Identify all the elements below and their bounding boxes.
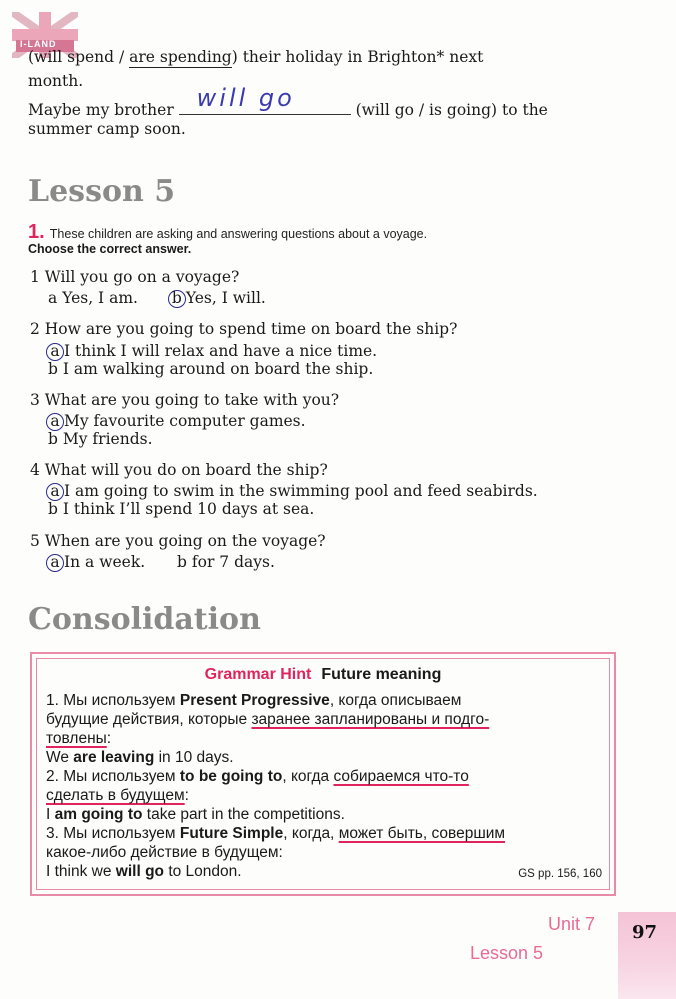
answers-5 bbox=[48, 553, 275, 572]
circled-option-a: a bbox=[46, 413, 64, 431]
option-b: I am walking around on board the ship. bbox=[62, 360, 374, 378]
example-term: am going to bbox=[54, 806, 143, 823]
option-a: Yes, I am. bbox=[62, 289, 138, 307]
example-term: will go bbox=[115, 863, 165, 880]
top-line-2: month. bbox=[28, 72, 84, 90]
rule-text: 3. Мы используем bbox=[46, 825, 176, 842]
option-letter: b bbox=[48, 500, 58, 518]
circled-option-a: a bbox=[46, 554, 64, 572]
answers-1 bbox=[48, 289, 266, 308]
example-text: to London. bbox=[168, 863, 242, 880]
circled-option-a: a bbox=[46, 483, 64, 501]
example-text: I think we bbox=[46, 863, 112, 880]
consolidation-heading: Consolidation bbox=[28, 602, 261, 637]
page-number-tab bbox=[618, 912, 676, 999]
question-1: 1 Will you go on a voyage? bbox=[30, 268, 240, 286]
top-line-4: summer camp soon. bbox=[28, 120, 186, 138]
underlined-text: товлены bbox=[46, 730, 107, 747]
rule-text: будущие действия, которые bbox=[46, 711, 248, 728]
underlined-text: заранее запланированы и подго- bbox=[251, 711, 490, 728]
example-text: We bbox=[46, 749, 69, 766]
rule-text: : bbox=[184, 787, 189, 804]
option-a: I think I will relax and have a nice time. bbox=[64, 342, 378, 360]
option-b: Yes, I will. bbox=[185, 289, 266, 307]
underlined-text: может быть, совершим bbox=[338, 825, 506, 842]
rule-term: to be going to bbox=[179, 768, 283, 785]
rule-text: : bbox=[106, 730, 112, 747]
rule-3-line-1 bbox=[46, 825, 505, 843]
rule-1-line-3 bbox=[46, 730, 111, 748]
exercise-subinstruction: Choose the correct answer. bbox=[28, 242, 192, 256]
grammar-reference: GS pp. 156, 160 bbox=[518, 868, 602, 880]
option-letter: a bbox=[48, 289, 58, 307]
rule-text: , когда, bbox=[283, 825, 335, 842]
example-2 bbox=[46, 806, 345, 824]
top-text: ) their holiday in Brighton* next bbox=[231, 48, 484, 66]
rule-text: 1. Мы используем bbox=[46, 692, 176, 709]
rule-text: , когда описываем bbox=[329, 692, 462, 709]
page-number: 97 bbox=[632, 922, 658, 943]
example-text: take part in the competitions. bbox=[146, 806, 345, 823]
rule-3-line-2: какое-либо действие в будущем: bbox=[46, 844, 283, 861]
question-2: 2 How are you going to spend time on board the ship? bbox=[30, 320, 458, 338]
top-text: (will go / is going) to the bbox=[355, 101, 548, 119]
lesson-heading: Lesson 5 bbox=[28, 174, 176, 209]
handwritten-answer: will go bbox=[196, 84, 295, 112]
underlined-text: собираемся что-то bbox=[333, 768, 469, 785]
grammar-hint-box bbox=[30, 652, 616, 896]
answer-2a bbox=[48, 342, 377, 361]
rule-2-line-1 bbox=[46, 768, 469, 786]
rule-2-line-2 bbox=[46, 787, 189, 805]
option-b: My friends. bbox=[62, 430, 153, 448]
logo-text: I-LAND bbox=[20, 39, 57, 49]
hint-label: Grammar Hint bbox=[204, 666, 312, 683]
top-line-1 bbox=[28, 48, 483, 66]
rule-text: , когда bbox=[282, 768, 330, 785]
rule-1-line-2 bbox=[46, 711, 489, 729]
example-text: in 10 days. bbox=[158, 749, 234, 766]
option-letter: b bbox=[177, 553, 187, 571]
answer-3a bbox=[48, 412, 306, 431]
circled-option-a: a bbox=[46, 343, 64, 361]
answer-4a bbox=[48, 482, 538, 501]
option-a: In a week. bbox=[64, 553, 146, 571]
question-5: 5 When are you going on the voyage? bbox=[30, 532, 326, 550]
rule-term: Future Simple bbox=[179, 825, 284, 842]
footer-unit: Unit 7 bbox=[548, 914, 596, 934]
footer-lesson: Lesson 5 bbox=[470, 943, 544, 963]
option-letter: b bbox=[48, 430, 58, 448]
top-text: (will spend / bbox=[28, 48, 125, 66]
instruction-text: These children are asking and answering questions about a voyage. bbox=[49, 227, 428, 241]
top-text: Maybe my brother bbox=[28, 101, 174, 119]
rule-text: 2. Мы используем bbox=[46, 768, 176, 785]
option-a: I am going to swim in the swimming pool and feed seabirds. bbox=[64, 482, 538, 500]
example-term: are leaving bbox=[73, 749, 155, 766]
question-3: 3 What are you going to take with you? bbox=[30, 391, 340, 409]
example-text: I bbox=[46, 806, 51, 823]
example-1 bbox=[46, 749, 234, 767]
hint-topic: Future meaning bbox=[321, 666, 442, 683]
exercise-number: 1. bbox=[28, 221, 45, 243]
option-a: My favourite computer games. bbox=[64, 412, 306, 430]
question-4: 4 What will you do on board the ship? bbox=[30, 461, 328, 479]
underlined-answer: are spending bbox=[129, 48, 232, 66]
option-b: for 7 days. bbox=[191, 553, 275, 571]
option-letter: b bbox=[48, 360, 58, 378]
underlined-text: сделать в будущем bbox=[46, 787, 185, 804]
answer-2b bbox=[48, 360, 373, 378]
answer-blank bbox=[179, 84, 351, 115]
grammar-hint-title bbox=[32, 666, 614, 684]
rule-term: Present Progressive bbox=[179, 692, 330, 709]
exercise-1-instruction bbox=[28, 221, 427, 244]
rule-1-line-1 bbox=[46, 692, 461, 710]
option-b: I think I’ll spend 10 days at sea. bbox=[62, 500, 315, 518]
example-3 bbox=[46, 863, 242, 881]
answer-4b bbox=[48, 500, 314, 518]
answer-3b bbox=[48, 430, 153, 448]
top-line-3 bbox=[28, 84, 548, 119]
circled-option-b: b bbox=[168, 290, 186, 308]
